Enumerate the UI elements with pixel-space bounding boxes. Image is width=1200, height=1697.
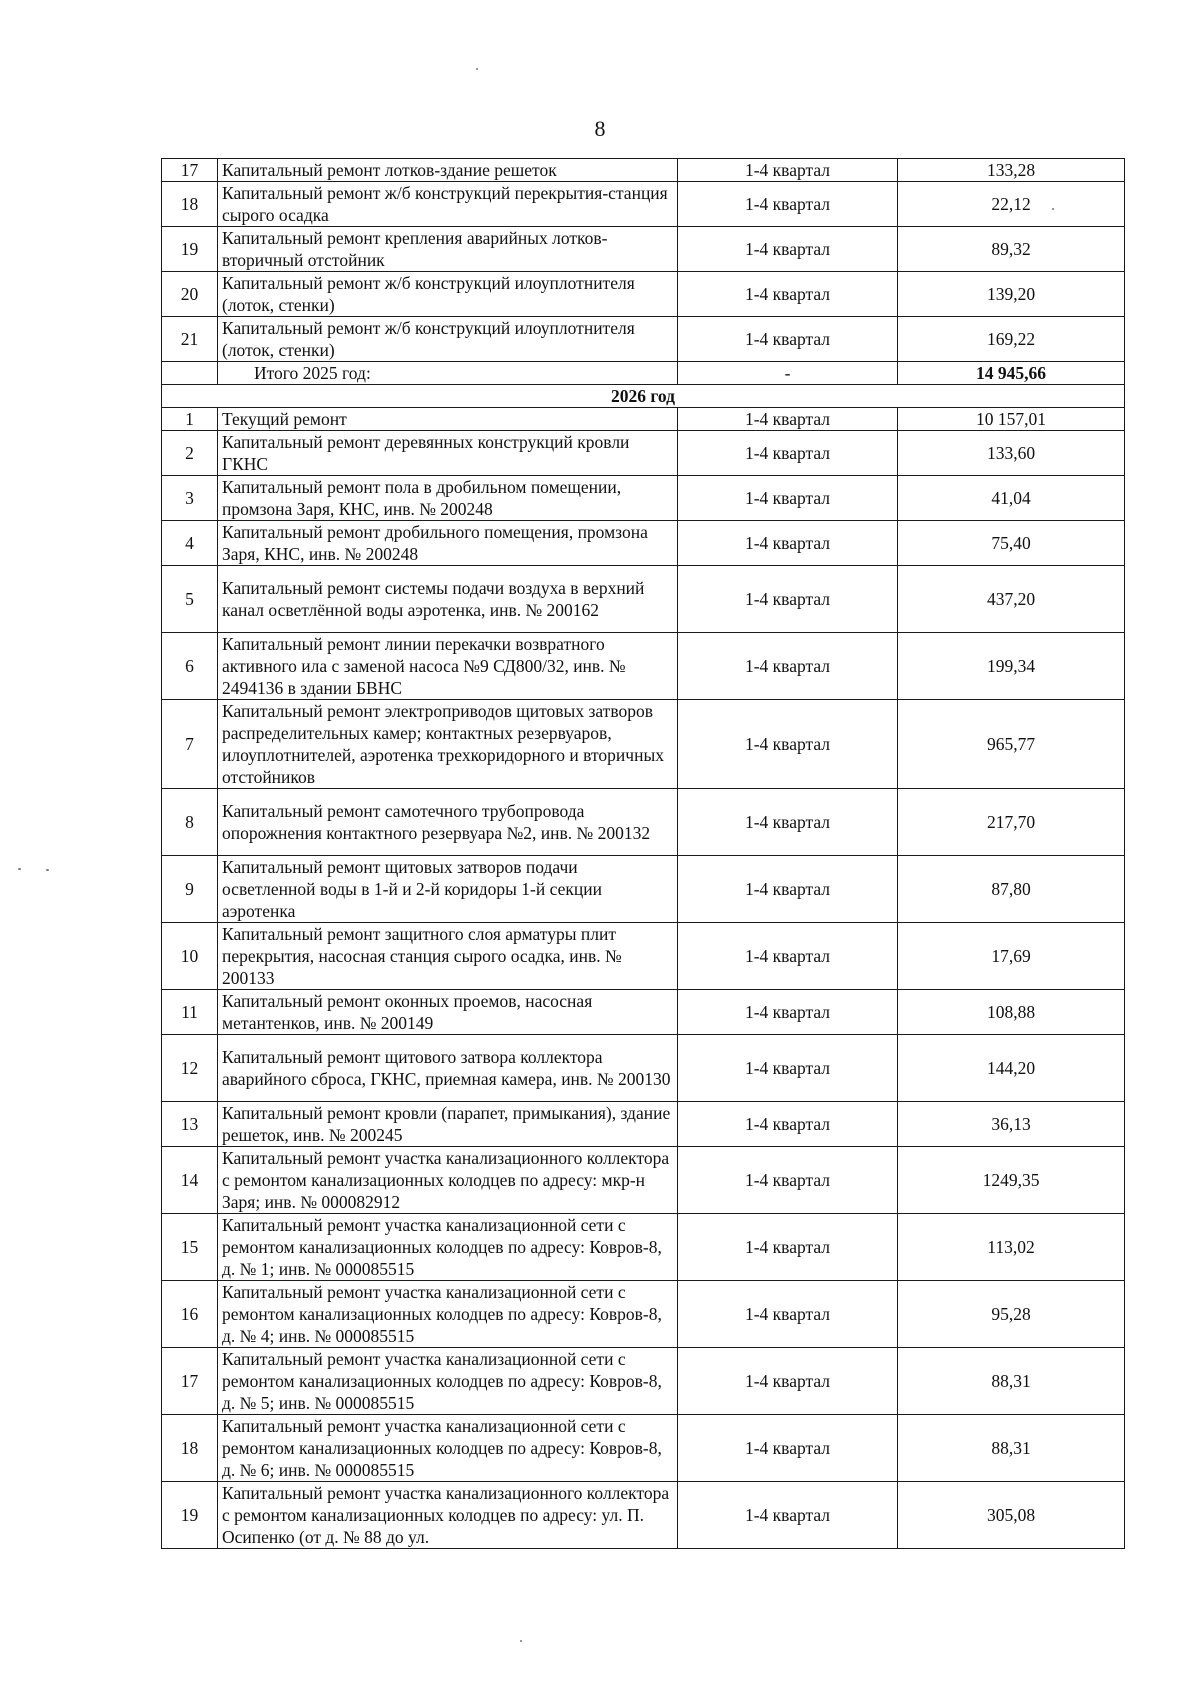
table-row xyxy=(162,272,1125,317)
work-amount: 217,70 xyxy=(898,789,1125,856)
empty-cell xyxy=(162,362,218,385)
work-name: Капитальный ремонт ж/б конструкций илоуплотнителя (лоток, стенки) xyxy=(218,317,678,362)
work-period: 1-4 квартал xyxy=(678,159,898,182)
work-amount: 1249,35 xyxy=(898,1147,1125,1214)
year-heading-row xyxy=(162,385,1125,408)
work-name: Капитальный ремонт защитного слоя арматуры плит перекрытия, насосная станция сырого осадка, инв. № 200133 xyxy=(218,923,678,990)
work-period: 1-4 квартал xyxy=(678,317,898,362)
work-period: 1-4 квартал xyxy=(678,1348,898,1415)
work-name: Капитальный ремонт системы подачи воздуха в верхний канал осветлённой воды аэротенка, инв. № 200162 xyxy=(218,566,678,633)
work-name: Капитальный ремонт участка канализационной сети с ремонтом канализационных колодцев по адресу: Ковров-8, д. № 6; инв. № 000085515 xyxy=(218,1415,678,1482)
work-name: Капитальный ремонт щитовых затворов подачи осветленной воды в 1-й и 2-й коридоры 1-й секции аэротенка xyxy=(218,856,678,923)
work-name: Капитальный ремонт участка канализационной сети с ремонтом канализационных колодцев по адресу: Ковров-8, д. № 4; инв. № 000085515 xyxy=(218,1281,678,1348)
work-period: 1-4 квартал xyxy=(678,272,898,317)
work-name: Капитальный ремонт щитового затвора коллектора аварийного сброса, ГКНС, приемная камера, инв. № 200130 xyxy=(218,1035,678,1102)
work-amount: 41,04 xyxy=(898,476,1125,521)
page-number: 8 xyxy=(594,116,606,141)
row-number: 2 xyxy=(162,431,218,476)
work-name: Капитальный ремонт кровли (парапет, примыкания), здание решеток, инв. № 200245 xyxy=(218,1102,678,1147)
work-amount: 75,40 xyxy=(898,521,1125,566)
work-amount: 22,12 xyxy=(898,182,1125,227)
table-row xyxy=(162,431,1125,476)
table-row xyxy=(162,227,1125,272)
work-period: 1-4 квартал xyxy=(678,408,898,431)
table-row xyxy=(162,159,1125,182)
work-amount: 36,13 xyxy=(898,1102,1125,1147)
work-amount: 88,31 xyxy=(898,1415,1125,1482)
work-amount: 139,20 xyxy=(898,272,1125,317)
year-heading: 2026 год xyxy=(162,385,1125,408)
table-row xyxy=(162,182,1125,227)
table-row xyxy=(162,566,1125,633)
work-period: 1-4 квартал xyxy=(678,923,898,990)
work-amount: 89,32 xyxy=(898,227,1125,272)
total-amount: 14 945,66 xyxy=(898,362,1125,385)
work-period: 1-4 квартал xyxy=(678,1415,898,1482)
row-number: 20 xyxy=(162,272,218,317)
table-row xyxy=(162,1147,1125,1214)
work-period: 1-4 квартал xyxy=(678,789,898,856)
scan-speck xyxy=(476,68,478,70)
table-row xyxy=(162,408,1125,431)
table-row xyxy=(162,700,1125,789)
work-amount: 133,60 xyxy=(898,431,1125,476)
row-number: 19 xyxy=(162,1482,218,1549)
row-number: 6 xyxy=(162,633,218,700)
work-period: 1-4 квартал xyxy=(678,521,898,566)
row-number: 11 xyxy=(162,990,218,1035)
table-row xyxy=(162,1214,1125,1281)
total-row xyxy=(162,362,1125,385)
table-row xyxy=(162,990,1125,1035)
work-amount: 305,08 xyxy=(898,1482,1125,1549)
work-name: Капитальный ремонт ж/б конструкций илоуплотнителя (лоток, стенки) xyxy=(218,272,678,317)
table-row xyxy=(162,317,1125,362)
work-amount: 965,77 xyxy=(898,700,1125,789)
row-number: 12 xyxy=(162,1035,218,1102)
table-row xyxy=(162,923,1125,990)
work-amount: 87,80 xyxy=(898,856,1125,923)
work-period: 1-4 квартал xyxy=(678,476,898,521)
table-row xyxy=(162,789,1125,856)
work-name: Капитальный ремонт участка канализационного коллектора с ремонтом канализационных колодцев по адресу: мкр-н Заря; инв. № 000082912 xyxy=(218,1147,678,1214)
work-name: Капитальный ремонт крепления аварийных лотков-вторичный отстойник xyxy=(218,227,678,272)
work-name: Капитальный ремонт самотечного трубопровода опорожнения контактного резервуара №2, инв. № 200132 xyxy=(218,789,678,856)
row-number: 17 xyxy=(162,1348,218,1415)
work-amount: 108,88 xyxy=(898,990,1125,1035)
row-number: 7 xyxy=(162,700,218,789)
work-amount: 10 157,01 xyxy=(898,408,1125,431)
row-number: 9 xyxy=(162,856,218,923)
work-amount: 133,28 xyxy=(898,159,1125,182)
row-number: 18 xyxy=(162,182,218,227)
work-name: Капитальный ремонт оконных проемов, насосная метантенков, инв. № 200149 xyxy=(218,990,678,1035)
work-period: 1-4 квартал xyxy=(678,633,898,700)
repair-plan-table xyxy=(161,158,1125,1549)
row-number: 17 xyxy=(162,159,218,182)
scan-speck xyxy=(520,1640,522,1642)
work-amount: 169,22 xyxy=(898,317,1125,362)
work-period: 1-4 квартал xyxy=(678,431,898,476)
work-period: 1-4 квартал xyxy=(678,1281,898,1348)
row-number: 8 xyxy=(162,789,218,856)
row-number: 5 xyxy=(162,566,218,633)
table-row xyxy=(162,521,1125,566)
work-period: 1-4 квартал xyxy=(678,1214,898,1281)
table-row xyxy=(162,1348,1125,1415)
scan-speck xyxy=(18,868,21,870)
work-name: Капитальный ремонт лотков-здание решеток xyxy=(218,159,678,182)
work-name: Капитальный ремонт ж/б конструкций перекрытия-станция сырого осадка xyxy=(218,182,678,227)
work-period: 1-4 квартал xyxy=(678,566,898,633)
work-name: Капитальный ремонт линии перекачки возвратного активного ила с заменой насоса №9 СД800/32, инв. № 2494136 в здании БВНС xyxy=(218,633,678,700)
row-number: 4 xyxy=(162,521,218,566)
row-number: 18 xyxy=(162,1415,218,1482)
work-amount: 437,20 xyxy=(898,566,1125,633)
table-row xyxy=(162,633,1125,700)
work-name: Капитальный ремонт участка канализационной сети с ремонтом канализационных колодцев по адресу: Ковров-8, д. № 1; инв. № 000085515 xyxy=(218,1214,678,1281)
row-number: 21 xyxy=(162,317,218,362)
row-number: 10 xyxy=(162,923,218,990)
total-period: - xyxy=(678,362,898,385)
work-period: 1-4 квартал xyxy=(678,182,898,227)
work-name: Капитальный ремонт дробильного помещения, промзона Заря, КНС, инв. № 200248 xyxy=(218,521,678,566)
work-name: Капитальный ремонт деревянных конструкций кровли ГКНС xyxy=(218,431,678,476)
work-name: Капитальный ремонт участка канализационного коллектора с ремонтом канализационных колодцев по адресу: ул. П. Осипенко (от д. № 88 до ул. xyxy=(218,1482,678,1549)
work-period: 1-4 квартал xyxy=(678,227,898,272)
work-period: 1-4 квартал xyxy=(678,1147,898,1214)
table-row xyxy=(162,856,1125,923)
row-number: 16 xyxy=(162,1281,218,1348)
work-period: 1-4 квартал xyxy=(678,700,898,789)
scan-speck xyxy=(1052,208,1054,210)
row-number: 19 xyxy=(162,227,218,272)
work-name: Текущий ремонт xyxy=(218,408,678,431)
work-amount: 113,02 xyxy=(898,1214,1125,1281)
work-period: 1-4 квартал xyxy=(678,856,898,923)
work-period: 1-4 квартал xyxy=(678,1102,898,1147)
table-row xyxy=(162,476,1125,521)
table-row xyxy=(162,1482,1125,1549)
work-amount: 144,20 xyxy=(898,1035,1125,1102)
row-number: 1 xyxy=(162,408,218,431)
table-row xyxy=(162,1035,1125,1102)
total-label: Итого 2025 год: xyxy=(218,362,678,385)
row-number: 14 xyxy=(162,1147,218,1214)
work-period: 1-4 квартал xyxy=(678,1035,898,1102)
table-row xyxy=(162,1281,1125,1348)
work-name: Капитальный ремонт участка канализационной сети с ремонтом канализационных колодцев по адресу: Ковров-8, д. № 5; инв. № 000085515 xyxy=(218,1348,678,1415)
row-number: 15 xyxy=(162,1214,218,1281)
work-period: 1-4 квартал xyxy=(678,1482,898,1549)
scan-speck xyxy=(46,869,49,871)
row-number: 13 xyxy=(162,1102,218,1147)
table-row xyxy=(162,1415,1125,1482)
row-number: 3 xyxy=(162,476,218,521)
work-period: 1-4 квартал xyxy=(678,990,898,1035)
work-name: Капитальный ремонт пола в дробильном помещении, промзона Заря, КНС, инв. № 200248 xyxy=(218,476,678,521)
table-body xyxy=(162,159,1125,1549)
table-row xyxy=(162,1102,1125,1147)
work-name: Капитальный ремонт электроприводов щитовых затворов распределительных камер; контактных резервуаров, илоуплотнителей, аэротенка трехкоридорного и вторичных отстойников xyxy=(218,700,678,789)
work-amount: 88,31 xyxy=(898,1348,1125,1415)
work-amount: 17,69 xyxy=(898,923,1125,990)
work-amount: 199,34 xyxy=(898,633,1125,700)
work-amount: 95,28 xyxy=(898,1281,1125,1348)
